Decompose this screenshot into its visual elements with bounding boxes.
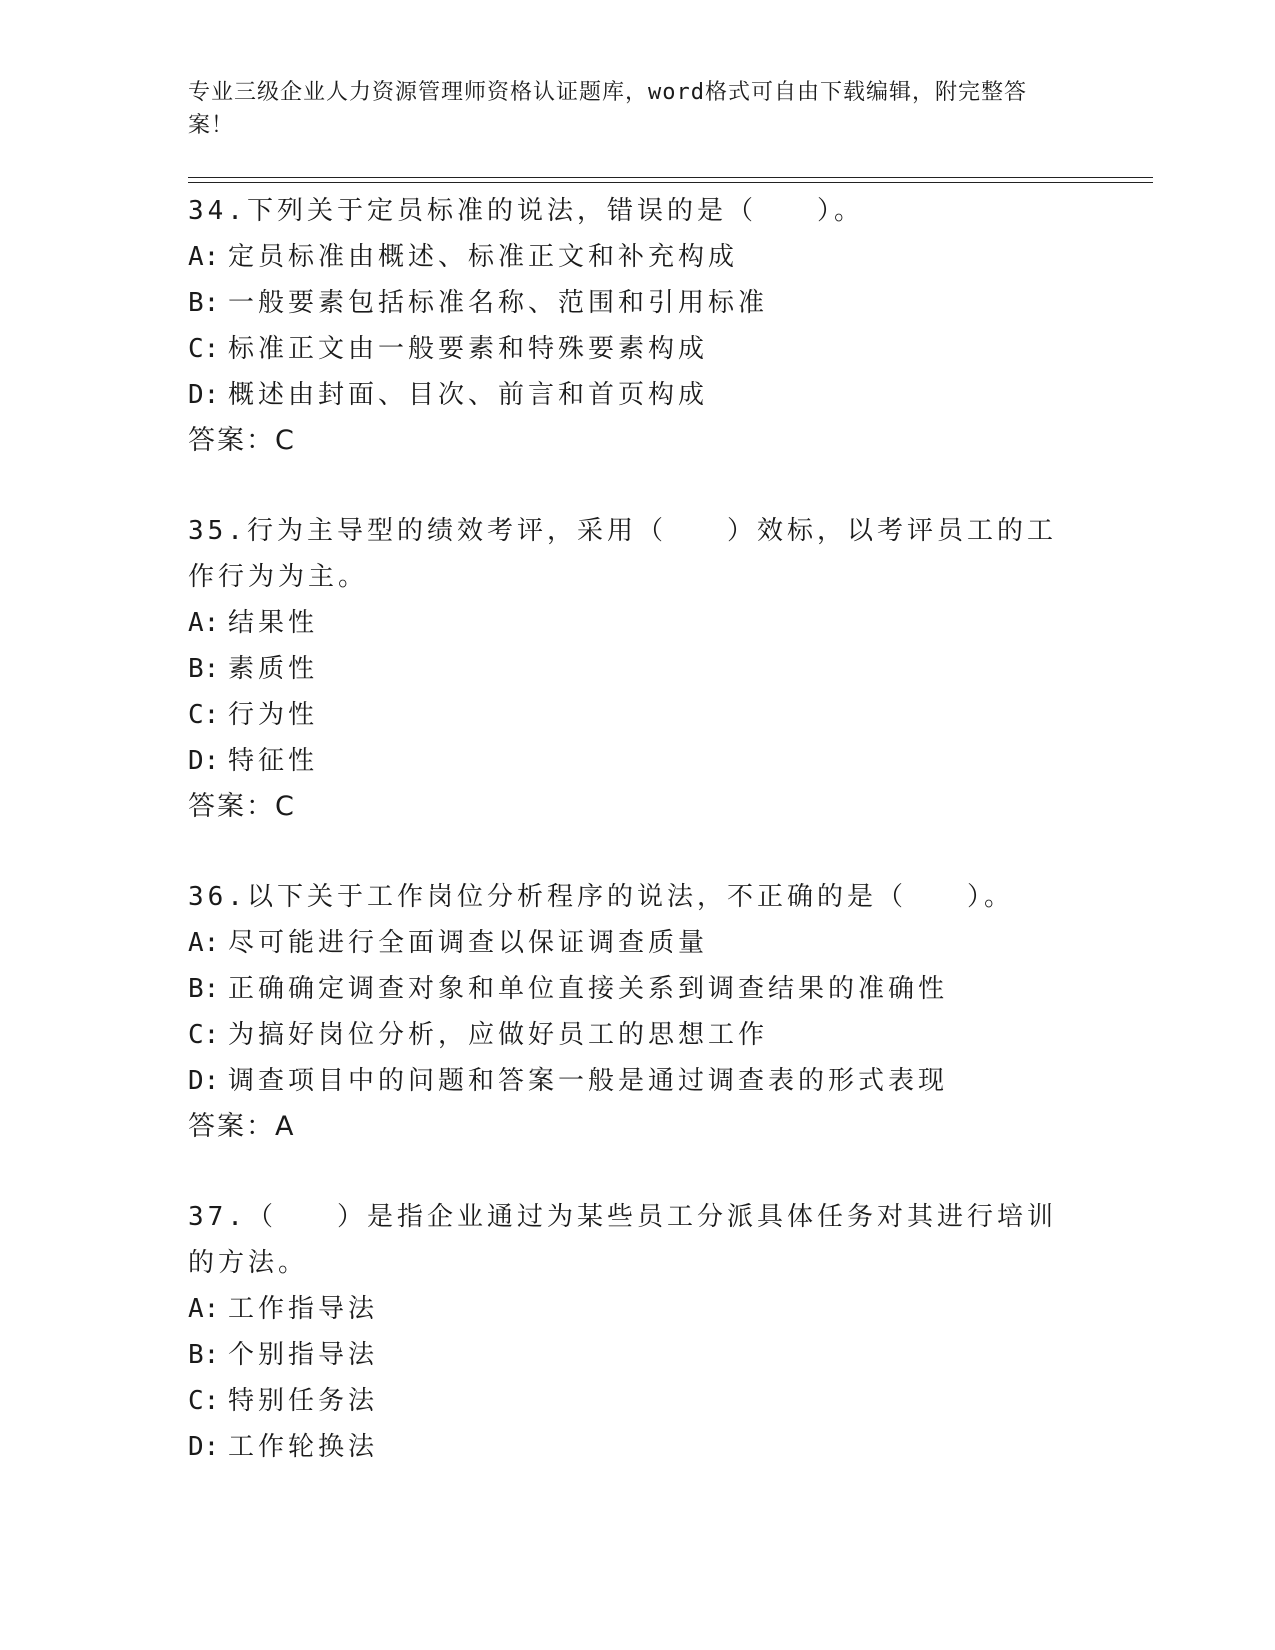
question-list <box>188 188 1078 1470</box>
question-37 <box>188 1194 1078 1470</box>
option-text: 工作指导法 <box>228 1294 379 1324</box>
option-a <box>188 1286 1078 1332</box>
option-letter: B: <box>188 1340 220 1370</box>
option-text: 工作轮换法 <box>228 1432 379 1462</box>
option-letter: A: <box>188 928 220 958</box>
option-letter: D: <box>188 1432 220 1462</box>
option-c <box>188 1012 1078 1058</box>
option-text: 特征性 <box>228 746 319 776</box>
option-text: 标准正文由一般要素和特殊要素构成 <box>228 334 709 364</box>
option-d <box>188 1058 1078 1104</box>
option-a <box>188 600 1078 646</box>
option-letter: B: <box>188 974 220 1004</box>
document-header: 专业三级企业人力资源管理师资格认证题库，word格式可自由下载编辑，附完整答案！ <box>188 80 1027 138</box>
option-letter: C: <box>188 700 220 730</box>
question-spacer <box>188 830 1078 874</box>
option-text: 调查项目中的问题和答案一般是通过调查表的形式表现 <box>228 1066 949 1096</box>
option-text: 素质性 <box>228 654 319 684</box>
answer-line: 答案：C <box>188 425 296 456</box>
option-letter: A: <box>188 242 220 272</box>
option-text: 定员标准由概述、标准正文和补充构成 <box>228 242 739 272</box>
option-letter: A: <box>188 1294 220 1324</box>
option-text: 正确确定调查对象和单位直接关系到调查结果的准确性 <box>228 974 949 1004</box>
option-c <box>188 692 1078 738</box>
option-d <box>188 372 1078 418</box>
option-letter: A: <box>188 608 220 638</box>
option-b <box>188 966 1078 1012</box>
option-text: 个别指导法 <box>228 1340 379 1370</box>
option-letter: C: <box>188 334 220 364</box>
question-stem: 36.以下关于工作岗位分析程序的说法，不正确的是（ ）。 <box>188 882 1014 912</box>
option-d <box>188 738 1078 784</box>
option-a <box>188 234 1078 280</box>
option-letter: D: <box>188 746 220 776</box>
option-b <box>188 1332 1078 1378</box>
option-text: 尽可能进行全面调查以保证调查质量 <box>228 928 709 958</box>
option-c <box>188 1378 1078 1424</box>
option-text: 为搞好岗位分析，应做好员工的思想工作 <box>228 1020 769 1050</box>
question-36 <box>188 874 1078 1150</box>
option-b <box>188 646 1078 692</box>
answer-line: 答案：A <box>188 1111 296 1142</box>
option-letter: C: <box>188 1386 220 1416</box>
option-text: 结果性 <box>228 608 319 638</box>
option-letter: C: <box>188 1020 220 1050</box>
question-stem: 37.（ ）是指企业通过为某些员工分派具体任务对其进行培训的方法。 <box>188 1202 1057 1278</box>
option-a <box>188 920 1078 966</box>
option-b <box>188 280 1078 326</box>
header-rule-bottom <box>188 182 1153 183</box>
option-c <box>188 326 1078 372</box>
answer-line: 答案：C <box>188 791 296 822</box>
question-34 <box>188 188 1078 464</box>
header-rule-top <box>188 177 1153 178</box>
option-text: 特别任务法 <box>228 1386 379 1416</box>
question-spacer <box>188 1150 1078 1194</box>
option-letter: D: <box>188 380 220 410</box>
option-text: 行为性 <box>228 700 319 730</box>
option-text: 概述由封面、目次、前言和首页构成 <box>228 380 709 410</box>
question-35 <box>188 508 1078 830</box>
option-d <box>188 1424 1078 1470</box>
question-spacer <box>188 464 1078 508</box>
option-text: 一般要素包括标准名称、范围和引用标准 <box>228 288 769 318</box>
question-stem: 34.下列关于定员标准的说法，错误的是（ ）。 <box>188 196 864 226</box>
option-letter: D: <box>188 1066 220 1096</box>
question-stem: 35.行为主导型的绩效考评，采用（ ）效标，以考评员工的工作行为为主。 <box>188 516 1057 592</box>
option-letter: B: <box>188 288 220 318</box>
option-letter: B: <box>188 654 220 684</box>
